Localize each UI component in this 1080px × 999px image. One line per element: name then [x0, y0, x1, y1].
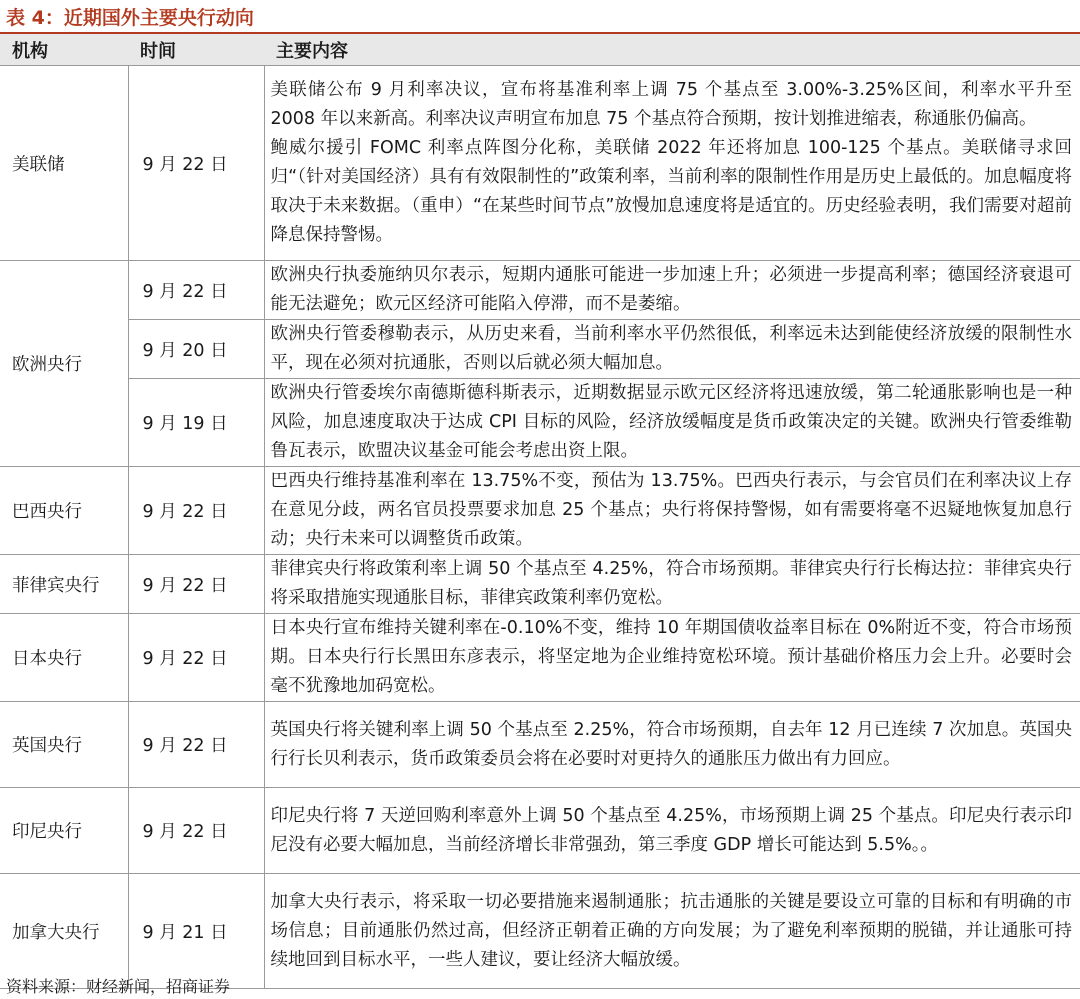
content-cell [264, 320, 1080, 379]
table-row [0, 614, 1080, 702]
header-org: 机构 [0, 34, 128, 66]
org-cell: 美联储 [0, 66, 128, 261]
org-cell: 英国央行 [0, 702, 128, 788]
content-paragraph: 欧洲央行管委穆勒表示，从历史来看，当前利率水平仍然很低，利率远未达到能使经济放缓的限制性水平，现在必须对抗通胀，否则以后就必须大幅加息。 [270, 324, 1072, 373]
content-cell [264, 614, 1080, 702]
date-cell: 9 月 22 日 [128, 467, 264, 555]
date-cell: 9 月 20 日 [128, 320, 264, 379]
content-paragraph: 欧洲央行管委埃尔南德斯德科斯表示，近期数据显示欧元区经济将迅速放缓，第二轮通胀影响也是一种风险，加息速度取决于达成 CPI 目标的风险，经济放缓幅度是货币政策决定的关键。欧洲央行管委维勒鲁瓦表示，欧盟决议基金可能会考虑出资上限。 [270, 383, 1072, 461]
org-cell: 巴西央行 [0, 467, 128, 555]
table-body [0, 66, 1080, 989]
org-cell: 欧洲央行 [0, 261, 128, 467]
table-row [0, 555, 1080, 614]
header-date: 时间 [128, 34, 264, 66]
org-cell: 菲律宾央行 [0, 555, 128, 614]
table-title: 表 4：近期国外主要央行动向 [6, 7, 254, 29]
date-cell: 9 月 22 日 [128, 261, 264, 320]
table-row [0, 702, 1080, 788]
org-cell: 加拿大央行 [0, 874, 128, 989]
content-paragraph: 巴西央行维持基准利率在 13.75%不变，预估为 13.75%。巴西央行表示，与会官员们在利率决议上存在意见分歧，两名官员投票要求加息 25 个基点；央行将保持警惕，如有需要将毫不迟疑地恢复加息行动；央行未来可以调整货币政策。 [270, 471, 1072, 549]
org-cell: 日本央行 [0, 614, 128, 702]
content-paragraph: 菲律宾央行将政策利率上调 50 个基点至 4.25%，符合市场预期。菲律宾央行行长梅达拉：菲律宾央行将采取措施实现通胀目标，菲律宾政策利率仍宽松。 [270, 559, 1072, 608]
content-paragraph: 日本央行宣布维持关键利率在-0.10%不变，维持 10 年期国债收益率目标在 0%附近不变，符合市场预期。日本央行行长黑田东彦表示，将坚定地为企业维持宽松环境。预计基础价格压力会上升。必要时会毫不犹豫地加码宽松。 [270, 618, 1072, 696]
content-paragraph: 鲍威尔援引 FOMC 利率点阵图分化称，美联储 2022 年还将加息 100-125 个基点。美联储寻求回归“（针对美国经济）具有有效限制性的”政策利率，当前利率的限制性作用是历史上最低的。加息幅度将取决于未来数据。（重申）“在某些时间节点”放慢加息速度将是适宜的。历史经验表明，我们需要对超前降息保持警惕。 [270, 138, 1072, 245]
content-cell [264, 788, 1080, 874]
org-cell: 印尼央行 [0, 788, 128, 874]
date-cell: 9 月 19 日 [128, 379, 264, 467]
table-row [0, 66, 1080, 261]
table-row [0, 874, 1080, 989]
date-cell: 9 月 22 日 [128, 555, 264, 614]
date-cell: 9 月 22 日 [128, 614, 264, 702]
content-cell [264, 467, 1080, 555]
content-cell [264, 379, 1080, 467]
content-cell [264, 261, 1080, 320]
date-cell: 9 月 22 日 [128, 66, 264, 261]
content-cell [264, 874, 1080, 989]
content-paragraph: 美联储公布 9 月利率决议，宣布将基准利率上调 75 个基点至 3.00%-3.25%区间，利率水平升至 2008 年以来新高。利率决议声明宣布加息 75 个基点符合预期，按计划推进缩表，称通胀仍偏高。 [270, 80, 1072, 129]
table-row [0, 320, 1080, 379]
content-cell [264, 702, 1080, 788]
central-bank-table [0, 34, 1080, 989]
source-note: 资料来源：财经新闻，招商证券 [6, 977, 231, 996]
table-row [0, 788, 1080, 874]
table-row [0, 379, 1080, 467]
content-paragraph: 印尼央行将 7 天逆回购利率意外上调 50 个基点至 4.25%，市场预期上调 25 个基点。印尼央行表示印尼没有必要大幅加息，当前经济增长非常强劲，第三季度 GDP 增长可能达到 5.5%。。 [270, 805, 1072, 855]
content-paragraph: 英国央行将关键利率上调 50 个基点至 2.25%，符合市场预期，自去年 12 月已连续 7 次加息。英国央行行长贝利表示，货币政策委员会将在必要时对更持久的通胀压力做出有力回应。 [270, 719, 1072, 769]
header-content: 主要内容 [264, 34, 1080, 66]
date-cell: 9 月 21 日 [128, 874, 264, 989]
content-paragraph: 加拿大央行表示，将采取一切必要措施来遏制通胀；抗击通胀的关键是要设立可靠的目标和有明确的市场信息；目前通胀仍然过高，但经济正朝着正确的方向发展；为了避免利率预期的脱锚，并让通胀可持续地回到目标水平，一些人建议，要让经济大幅放缓。 [270, 891, 1072, 970]
content-paragraph: 欧洲央行执委施纳贝尔表示，短期内通胀可能进一步加速上升；必须进一步提高利率；德国经济衰退可能无法避免；欧元区经济可能陷入停滞，而不是萎缩。 [270, 265, 1072, 314]
content-cell [264, 555, 1080, 614]
table-row [0, 467, 1080, 555]
table-row [0, 261, 1080, 320]
content-cell [264, 66, 1080, 261]
date-cell: 9 月 22 日 [128, 702, 264, 788]
date-cell: 9 月 22 日 [128, 788, 264, 874]
header-row [0, 34, 1080, 66]
